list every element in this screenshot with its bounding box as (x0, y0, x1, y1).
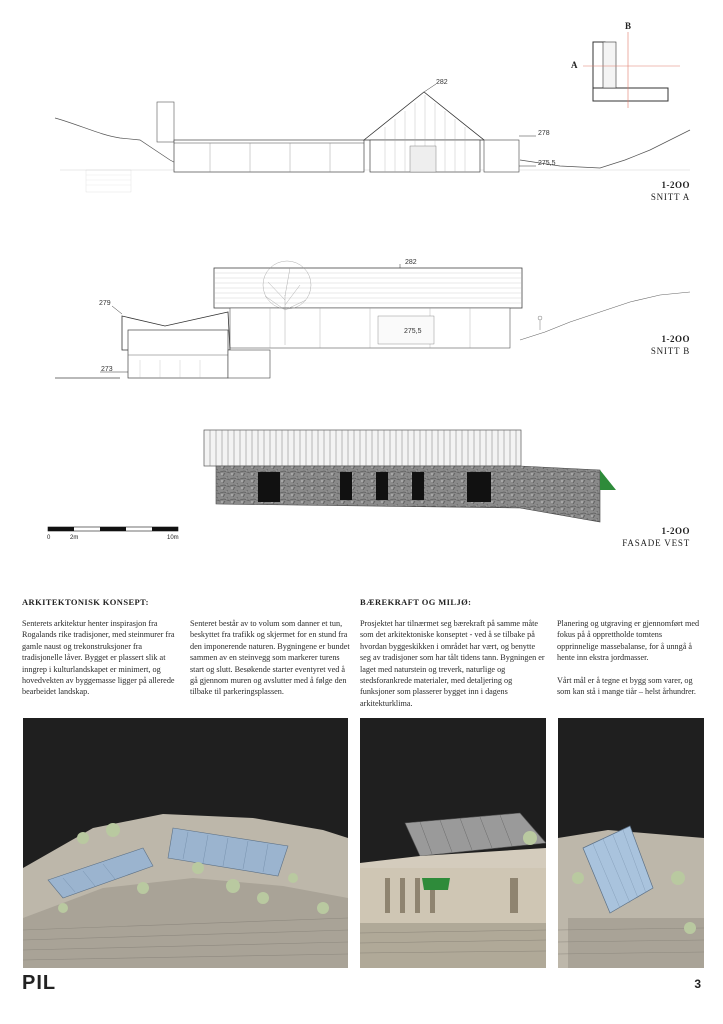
section-a-level-mid: 278 (538, 130, 550, 137)
concept-text-col1: Senterets arkitektur henter inspirasjon fra Rogalands rike tradisjoner, med steinmurer fra gamle naust og trekonstruksjoner fra tradisjonelle låver. Bygget er plassert slik at inngrep i kulturlandskapet er minimert, og hovedvekten av byggemasse ligger på allerede bearbeidet landskap. (22, 619, 175, 697)
model-photo-front (360, 718, 546, 968)
scalebar-label-0: 0 (47, 535, 51, 541)
sustainability-text-col2b: Vårt mål er å tegne et bygg som varer, og som kan stå i mange tiår – helst århundrer. (557, 676, 696, 697)
section-a-level-floor: 275,5 (538, 160, 556, 167)
model-photo-aerial (23, 718, 348, 968)
scalebar (48, 527, 178, 531)
section-b-level-bottom: 273 (101, 366, 113, 373)
scalebar-label-10m: 10m (167, 535, 179, 541)
facade-west-scale: 1-2OO (661, 526, 690, 536)
section-b-level-top: 282 (405, 259, 417, 266)
sustainability-heading: BÆREKRAFT OG MILJØ: (360, 597, 472, 607)
key-plan-label-b: B (625, 21, 632, 31)
section-b-level-mid: 279 (99, 300, 111, 307)
section-a-level-top: 282 (436, 79, 448, 86)
scalebar-label-2m: 2m (70, 535, 79, 541)
section-b-scale: 1-2OO (661, 334, 690, 344)
facade-west-title: FASADE VEST (622, 538, 690, 548)
brand-logo: PIL (22, 972, 57, 994)
facade-west-caption (622, 526, 690, 548)
concept-heading: ARKITEKTONISK KONSEPT: (22, 597, 149, 607)
model-photo-side (558, 718, 704, 968)
sustainability-text-col2a: Planering og utgraving er gjennomført med fokus på å opprettholde tomtens opprinnelige massebalanse, for å unngå å hente inn ekstra jordmasser. (557, 619, 700, 663)
key-plan-label-a: A (571, 60, 578, 70)
concept-text-col2: Senteret består av to volum som danner et tun, beskyttet fra trafikk og skjermet for en stund fra den imponerende naturen. Bygningene er bundet sammen av en steinvegg som markerer turens start og slutt. Besøkende starter eventyret ved å gå gjennom muren og avslutter med å følge den tilbake til parkeringsplassen. (190, 619, 350, 697)
section-b-level-floor: 275,5 (404, 328, 422, 335)
section-b-title: SNITT B (650, 346, 690, 356)
sustainability-text-col1: Prosjektet har tilnærmet seg bærekraft på samme måte som det arkitektoniske konseptet - ved å se tilbake på hvordan byggeskikken i området har vært, og benytte seg av tradisjoner som har tålt tidens tann. Bygningen er laget med naturstein og treverk, naturlige og stedsforankrede materialer, med detaljering og funksjoner som plasserer bygget inn i dagens arkitekturklima. (360, 619, 545, 708)
section-a-title: SNITT A (650, 192, 690, 202)
page-number: 3 (694, 977, 701, 991)
section-a-scale: 1-2OO (661, 180, 690, 190)
